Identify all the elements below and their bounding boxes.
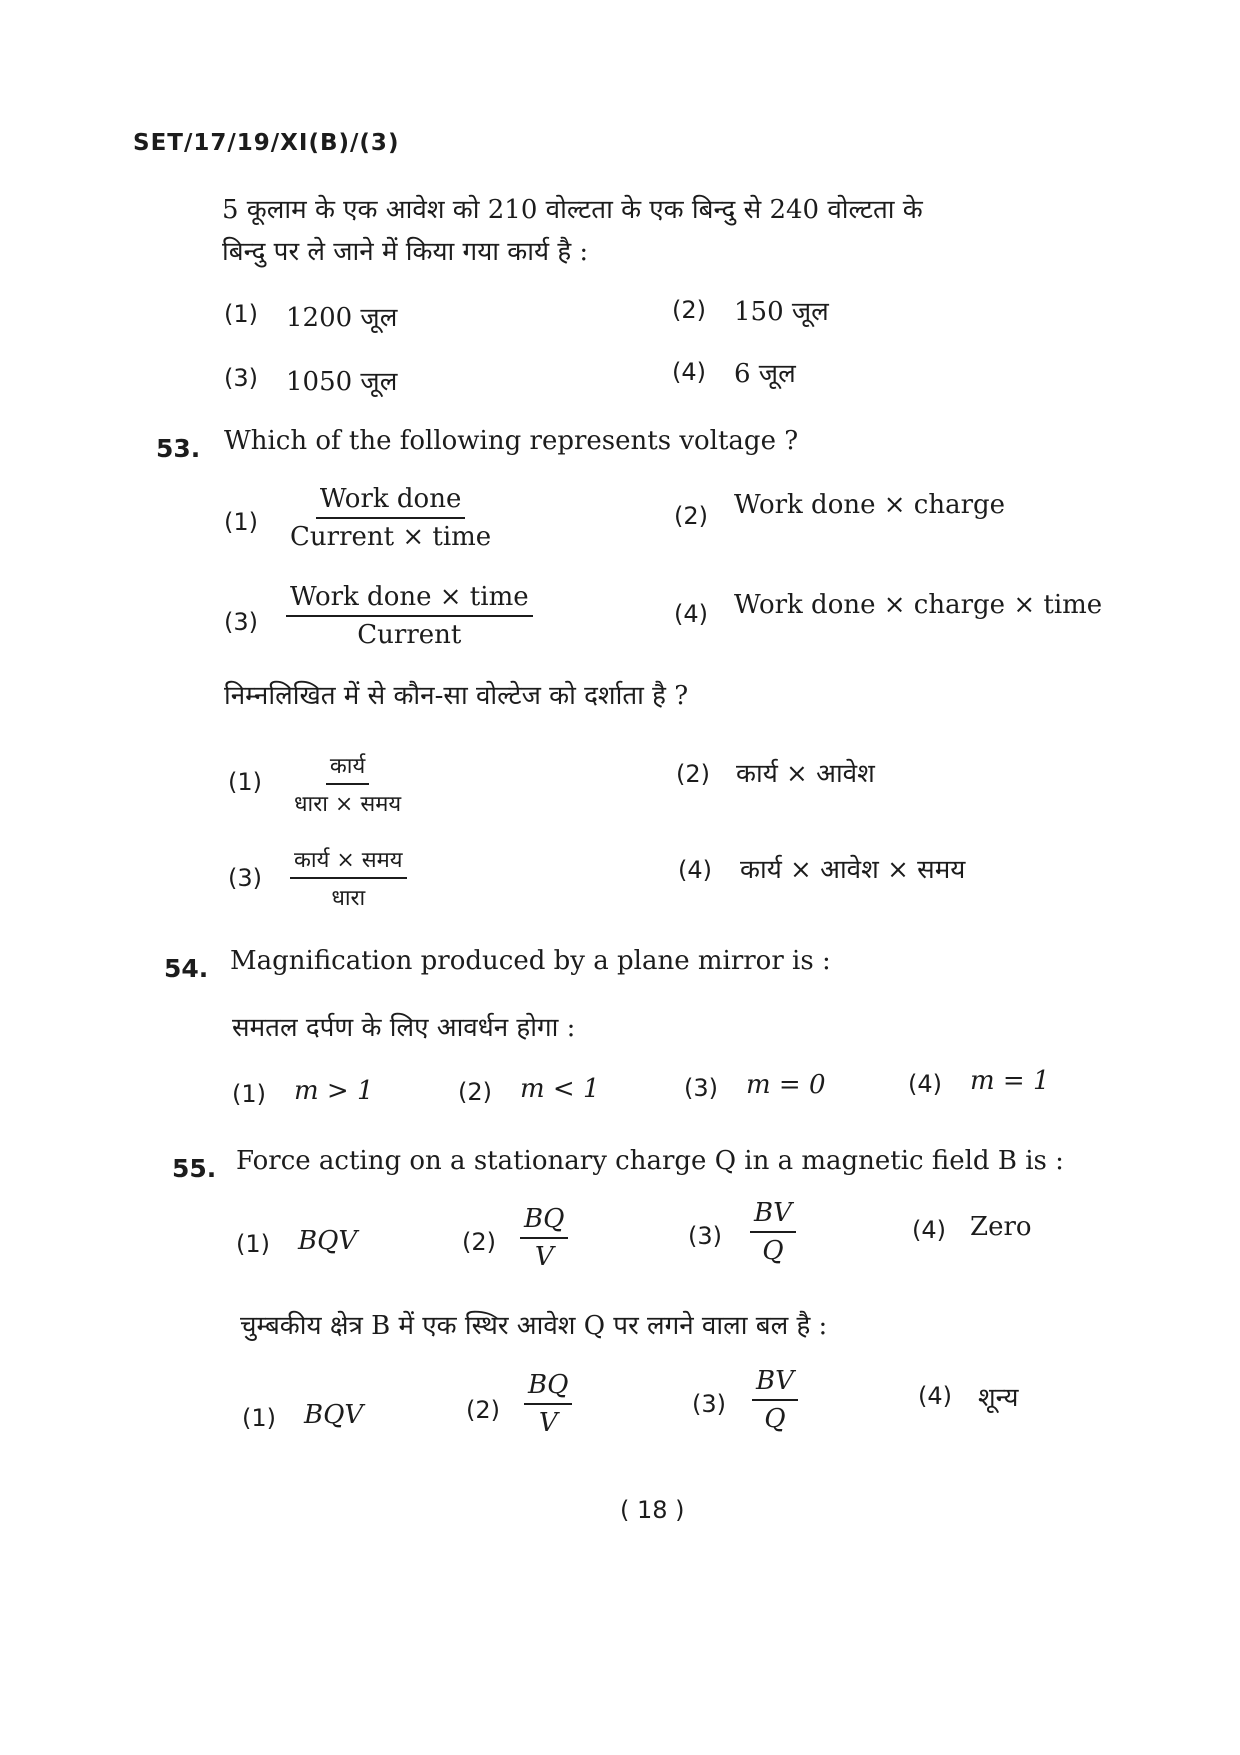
q53-number: 53.	[156, 434, 201, 463]
q55-option-2-denominator: V	[534, 1242, 554, 1272]
q55-hindi-text: चुम्बकीय क्षेत्र B में एक स्थिर आवेश Q पर लगने वाला बल है :	[240, 1311, 828, 1341]
q54-option-2-label: (2)	[458, 1078, 492, 1106]
q55-text: Force acting on a stationary charge Q in a magnetic field B is :	[236, 1146, 1064, 1176]
q55-option-1-text: BQV	[298, 1226, 358, 1256]
q55-hindi-option-3-label: (3)	[692, 1390, 726, 1418]
q55-option-2-numerator: BQ	[520, 1204, 568, 1239]
q53-option-4-label: (4)	[674, 600, 708, 628]
q53-option-1-fraction	[286, 484, 495, 552]
q53-hindi-option-3-denominator: धारा	[331, 886, 366, 911]
q55-option-4-label: (4)	[912, 1216, 946, 1244]
q55-hindi-option-1-text: BQV	[304, 1400, 364, 1430]
q55-option-2-label: (2)	[462, 1228, 496, 1256]
q52-option-4-label: (4)	[672, 358, 706, 386]
q53-option-2-text: Work done × charge	[734, 490, 1006, 520]
q54-number: 54.	[164, 954, 209, 983]
q55-hindi-option-2-fraction	[524, 1370, 572, 1438]
set-code-header: SET/17/19/XI(B)/(3)	[133, 130, 400, 156]
q53-hindi-option-2-label: (2)	[676, 760, 710, 788]
q54-option-3-label: (3)	[684, 1074, 718, 1102]
q53-hindi-option-4-label: (4)	[678, 856, 712, 884]
q55-option-3-denominator: Q	[762, 1236, 784, 1266]
q53-hindi-option-1-label: (1)	[228, 768, 262, 796]
q55-hindi-option-4-label: (4)	[918, 1382, 952, 1410]
q53-hindi-text: निम्नलिखित में से कौन-सा वोल्टेज को दर्शाता है ?	[224, 681, 689, 711]
q52-option-3-text: 1050 जूल	[286, 367, 398, 397]
q55-option-3-fraction	[750, 1198, 796, 1266]
q55-hindi-option-3-fraction	[752, 1366, 798, 1434]
q53-option-3-label: (3)	[224, 608, 258, 636]
q55-hindi-option-2-numerator: BQ	[524, 1370, 572, 1405]
page-number: ( 18 )	[620, 1496, 685, 1524]
q53-hindi-option-1-numerator: कार्य	[326, 750, 369, 785]
q54-option-4-text: m = 1	[970, 1066, 1050, 1096]
q55-option-4-text: Zero	[970, 1212, 1032, 1242]
q55-hindi-option-1-label: (1)	[242, 1404, 276, 1432]
q52-hindi-line-2: बिन्दु पर ले जाने में किया गया कार्य है :	[222, 237, 589, 267]
q55-hindi-option-2-denominator: V	[538, 1408, 558, 1438]
q55-hindi-option-2-label: (2)	[466, 1396, 500, 1424]
q54-option-2-text: m < 1	[520, 1074, 600, 1104]
q52-option-4-text: 6 जूल	[734, 359, 796, 389]
q53-option-3-numerator: Work done × time	[286, 582, 533, 617]
q55-hindi-option-3-denominator: Q	[764, 1404, 786, 1434]
q55-hindi-option-3-numerator: BV	[752, 1366, 798, 1401]
q53-hindi-option-3-label: (3)	[228, 864, 262, 892]
q53-text: Which of the following represents voltage ?	[224, 426, 799, 456]
q53-hindi-option-2-text: कार्य × आवेश	[736, 759, 875, 789]
q53-hindi-option-4-text: कार्य × आवेश × समय	[740, 855, 966, 885]
q52-option-1-text: 1200 जूल	[286, 303, 398, 333]
q54-hindi-text: समतल दर्पण के लिए आवर्धन होगा :	[232, 1013, 576, 1043]
q54-option-3-text: m = 0	[746, 1070, 826, 1100]
q53-option-1-label: (1)	[224, 508, 258, 536]
q52-option-2-label: (2)	[672, 296, 706, 324]
q53-option-3-fraction	[286, 582, 533, 650]
q53-option-4-text: Work done × charge × time	[734, 590, 1103, 620]
q52-option-2-text: 150 जूल	[734, 297, 829, 327]
q55-option-1-label: (1)	[236, 1230, 270, 1258]
q53-option-1-numerator: Work done	[316, 484, 466, 519]
q53-hindi-option-3-fraction	[290, 844, 407, 912]
q53-option-1-denominator: Current × time	[290, 522, 492, 552]
q52-hindi-line-1: 5 कूलाम के एक आवेश को 210 वोल्टता के एक बिन्दु से 240 वोल्टता के	[222, 195, 923, 225]
q54-option-1-label: (1)	[232, 1080, 266, 1108]
q53-hindi-option-1-denominator: धारा × समय	[294, 792, 402, 817]
q53-option-2-label: (2)	[674, 502, 708, 530]
q53-hindi-option-3-numerator: कार्य × समय	[290, 844, 407, 879]
q54-text: Magnification produced by a plane mirror is :	[230, 946, 831, 976]
q52-option-1-label: (1)	[224, 300, 258, 328]
q54-option-1-text: m > 1	[294, 1076, 374, 1106]
q54-option-4-label: (4)	[908, 1070, 942, 1098]
q55-option-3-label: (3)	[688, 1222, 722, 1250]
q53-option-3-denominator: Current	[357, 620, 462, 650]
q55-hindi-option-4-text: शून्य	[978, 1383, 1019, 1413]
q53-hindi-option-1-fraction	[290, 750, 405, 818]
q55-option-2-fraction	[520, 1204, 568, 1272]
q52-option-3-label: (3)	[224, 364, 258, 392]
q55-number: 55.	[172, 1154, 217, 1183]
q55-option-3-numerator: BV	[750, 1198, 796, 1233]
